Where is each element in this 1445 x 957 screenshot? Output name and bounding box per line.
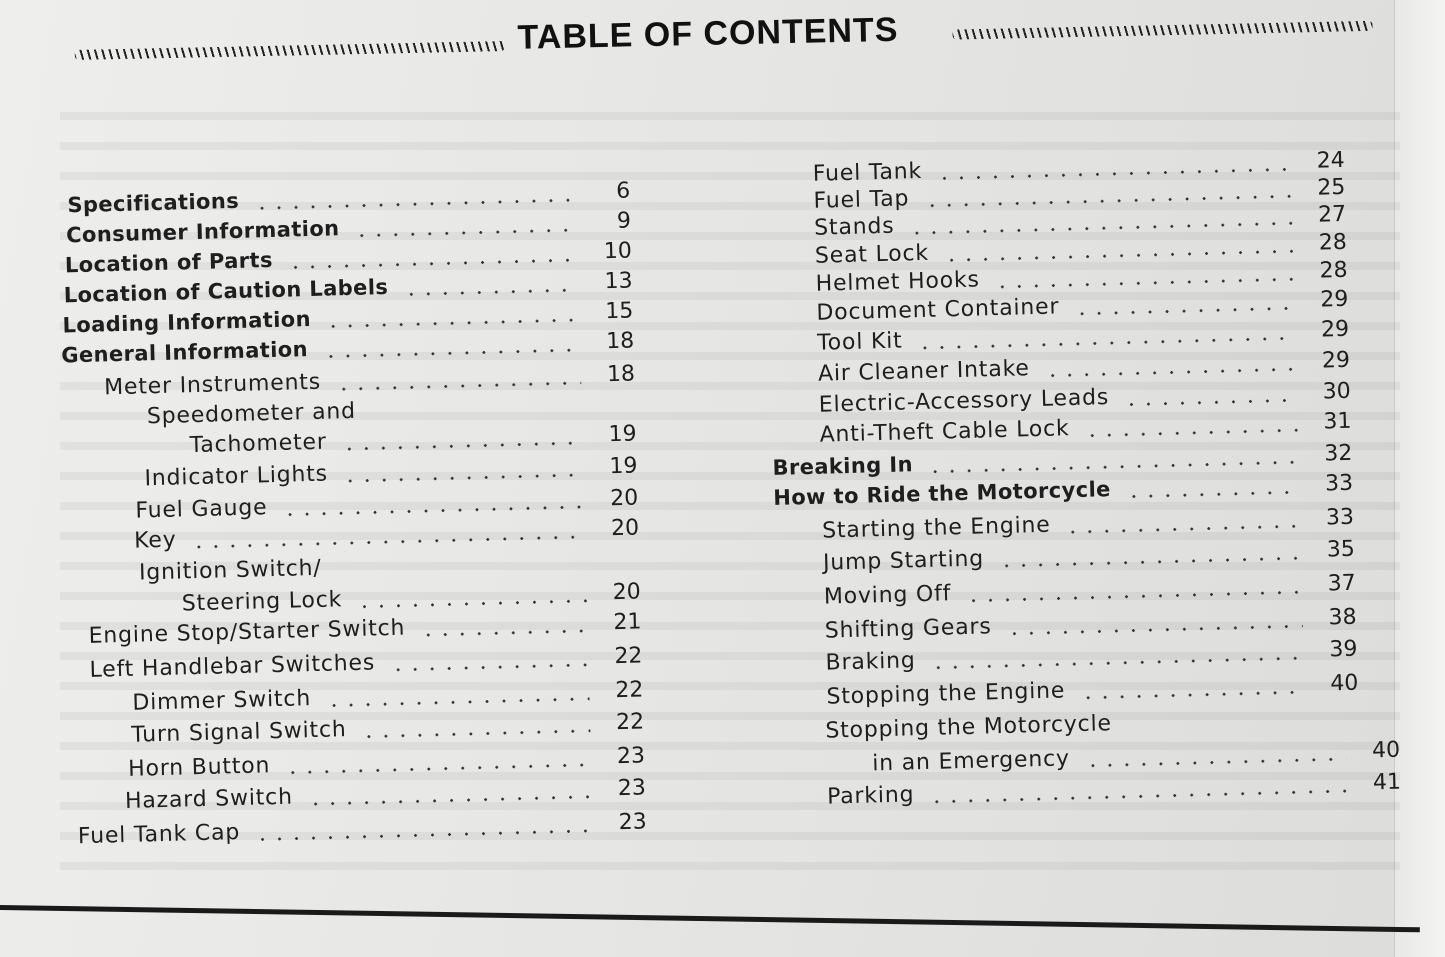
toc-entry-label: Ignition Switch/ — [138, 555, 322, 586]
dot-leader — [1123, 398, 1297, 407]
toc-entry-label: Anti-Theft Cable Lock — [819, 416, 1070, 448]
dot-leader — [1084, 428, 1298, 438]
dot-leader — [1084, 757, 1346, 768]
toc-entry-page-number: 30 — [1322, 378, 1352, 405]
toc-entry-label: Meter Instruments — [103, 369, 322, 401]
toc-entry-page-number: 31 — [1323, 408, 1352, 435]
dot-leader — [341, 441, 583, 451]
toc-entry-page-number: 28 — [1318, 229, 1348, 256]
dot-leader — [419, 629, 587, 637]
toc-entry-label: How to Ride the Motorcycle — [772, 477, 1112, 510]
toc-entry-label: Steering Lock — [181, 587, 343, 617]
dot-leader — [254, 829, 593, 842]
toc-entry-page-number: 19 — [609, 453, 638, 480]
toc-entry-label: Consumer Information — [65, 216, 340, 248]
page-edge — [1394, 0, 1445, 957]
bottom-rule — [0, 905, 1420, 932]
toc-entry-page-number: 13 — [604, 268, 633, 295]
toc-entry-page-number: 29 — [1319, 286, 1349, 313]
decorative-dots-right — [952, 21, 1372, 40]
toc-entry-label: Helmet Hooks — [815, 267, 981, 297]
dot-leader — [994, 277, 1294, 289]
toc-entry-page-number: 24 — [1316, 147, 1345, 174]
toc-entry-page-number: 23 — [617, 775, 647, 802]
dot-leader — [998, 556, 1301, 568]
toc-entry-page-number: 40 — [1371, 737, 1401, 764]
toc-entry-label: Key — [133, 527, 177, 554]
dot-leader — [284, 763, 591, 775]
toc-entry-label: Parking — [826, 782, 915, 810]
dot-leader — [307, 795, 592, 806]
dot-leader — [191, 535, 586, 549]
toc-entry-page-number: 23 — [616, 743, 646, 770]
page-title: TABLE OF CONTENTS — [517, 10, 899, 57]
toc-entry-page-number: 18 — [606, 361, 636, 388]
toc-entry-page-number: 33 — [1325, 504, 1355, 531]
toc-entry-label: Moving Off — [823, 581, 952, 610]
dot-leader — [282, 505, 585, 517]
decorative-dots-left — [75, 41, 505, 60]
dot-leader — [402, 288, 578, 297]
toc-entry-label: Breaking In — [772, 452, 914, 480]
toc-entry-page-number: 20 — [610, 515, 640, 542]
toc-entry-page-number: 20 — [612, 579, 642, 606]
dot-leader — [335, 381, 581, 391]
toc-entry-page-number: 29 — [1320, 316, 1350, 343]
dot-leader — [253, 198, 576, 210]
dot-leader — [361, 729, 591, 739]
dot-leader — [322, 348, 580, 359]
toc-entry-label: Stopping the Engine — [826, 678, 1066, 710]
toc-entry-page-number: 28 — [1319, 257, 1348, 284]
toc-entry-page-number: 10 — [603, 238, 633, 265]
dot-leader — [930, 656, 1304, 670]
dot-leader — [1065, 524, 1301, 534]
dot-leader — [927, 460, 1299, 474]
toc-entry-page-number: 23 — [618, 809, 648, 836]
toc-entry-page-number: 15 — [605, 298, 634, 325]
toc-entry-page-number: 39 — [1329, 636, 1358, 663]
toc-entry-label: Left Handlebar Switches — [89, 650, 376, 683]
toc-entry-page-number: 35 — [1326, 536, 1356, 563]
toc-entry-label: Location of Parts — [64, 247, 274, 278]
dot-leader — [928, 789, 1347, 804]
dot-leader — [1079, 690, 1304, 700]
toc-entry-label: Fuel Gauge — [135, 495, 268, 524]
toc-entry-label: Shifting Gears — [824, 614, 992, 644]
toc-entry-page-number: 6 — [615, 178, 631, 204]
toc-entry-page-number: 38 — [1328, 604, 1357, 631]
dot-leader — [917, 336, 1296, 350]
toc-entry-label: Indicator Lights — [144, 461, 329, 492]
toc-entry-page-number: 32 — [1324, 440, 1353, 467]
dot-leader — [356, 599, 587, 609]
toc-entry-page-number: 27 — [1317, 201, 1347, 228]
dot-leader — [1073, 306, 1294, 316]
toc-entry-label: Speedometer and — [146, 398, 357, 430]
dot-leader — [325, 318, 580, 329]
toc-entry-page-number: 19 — [608, 421, 637, 448]
toc-entry-label: Air Cleaner Intake — [817, 356, 1030, 387]
toc-entry-page-number: 22 — [614, 677, 644, 704]
dot-leader — [389, 663, 588, 672]
toc-entry-label: Document Container — [816, 294, 1060, 326]
toc-entry-label: Seat Lock — [814, 240, 930, 269]
toc-entry-label: in an Emergency — [871, 746, 1071, 777]
toc-entry-label: Fuel Tank Cap — [77, 820, 241, 850]
dot-leader — [1006, 624, 1303, 636]
toc-entry-page-number: 29 — [1321, 347, 1351, 374]
toc-entry-page-number: 20 — [609, 485, 639, 512]
toc-entry-label: Hazard Switch — [124, 784, 294, 814]
toc-entry-page-number: 40 — [1330, 670, 1359, 697]
toc-entry-label: Location of Caution Labels — [63, 274, 389, 308]
toc-entry-label: Dimmer Switch — [132, 686, 312, 716]
toc-entry-page-number: 9 — [616, 208, 632, 234]
toc-entry-label: Specifications — [67, 188, 240, 218]
toc-entry-page-number: 33 — [1324, 470, 1354, 497]
toc-entry-page-number: 21 — [613, 609, 642, 636]
toc-entry-label: Turn Signal Switch — [130, 717, 347, 748]
toc-entry-label: Fuel Tank — [812, 158, 923, 187]
toc-entry-label: Jump Starting — [822, 546, 985, 576]
toc-entry-page-number: 18 — [605, 328, 635, 355]
dot-leader — [325, 697, 589, 708]
toc-entry-page-number: 25 — [1317, 174, 1346, 201]
dot-leader — [1044, 367, 1296, 378]
toc-entry-label: Stands — [813, 213, 895, 241]
toc-entry-page-number: 41 — [1372, 769, 1402, 796]
toc-entry-label: Loading Information — [62, 306, 312, 338]
toc-entry-label: Braking — [825, 648, 916, 676]
toc-entry-label: Starting the Engine — [821, 512, 1051, 544]
toc-entry-label: Stopping the Motorcycle — [825, 711, 1113, 744]
toc-entry-label: Horn Button — [127, 753, 271, 782]
dot-leader — [1125, 490, 1299, 499]
toc-entry-page-number: 37 — [1327, 570, 1357, 597]
toc-entry-page-number: 22 — [614, 643, 643, 670]
dot-leader — [287, 258, 578, 270]
toc-entry-label: Tachometer — [189, 429, 327, 459]
dot-leader — [342, 473, 584, 483]
toc-header — [74, 11, 1375, 88]
toc-entry-label: Engine Stop/Starter Switch — [88, 615, 406, 649]
toc-entry-label: General Information — [61, 337, 309, 368]
toc-entry-page-number: 22 — [615, 709, 645, 736]
toc-entry-label: Tool Kit — [816, 328, 903, 356]
toc-entry-label: Fuel Tap — [813, 186, 910, 214]
dot-leader — [965, 590, 1302, 603]
dot-leader — [354, 228, 578, 238]
toc-entry-label: Electric-Accessory Leads — [818, 385, 1110, 418]
